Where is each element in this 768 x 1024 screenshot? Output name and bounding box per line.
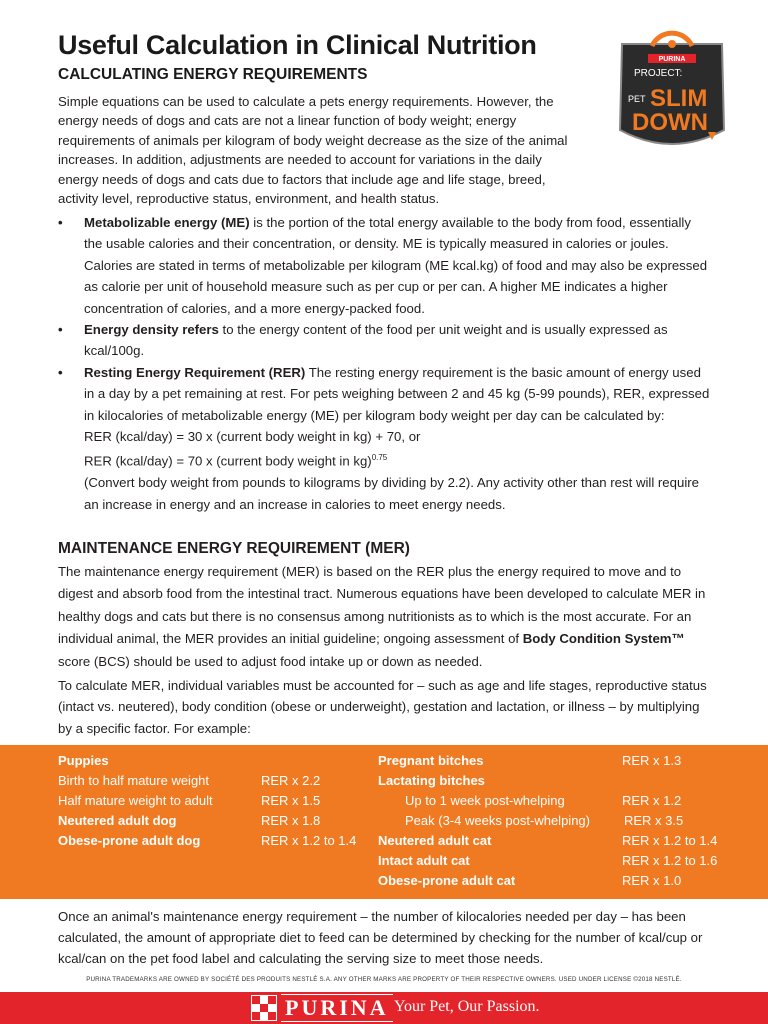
project-pet-slim-down-logo	[612, 30, 732, 158]
table-row-value: RER x 1.8	[261, 813, 321, 828]
svg-text:PET: PET	[628, 94, 646, 104]
table-row-label: Birth to half mature weight	[58, 773, 210, 788]
svg-text:SLIM: SLIM	[650, 85, 708, 112]
table-row-value: RER x 1.2	[622, 793, 682, 808]
bullet-icon: •	[58, 364, 63, 380]
table-row-label: Neutered adult dog	[58, 813, 177, 828]
intro-paragraph: Simple equations can be used to calculate a pets energy requirements. However, the energy needs of dogs and cats are not a linear function of body weight; energy requirements of animals per kilogram of body weight decrease as the size of the animal increases. In addition, adjustments are needed to account for variations in the daily energy needs of dogs and cats due to factors that include age and life stage, breed, activity level, reproductive status, environment, and health status.	[58, 94, 568, 207]
footer-bar	[0, 992, 768, 1024]
checkerboard-icon	[251, 995, 277, 1021]
term-rer: Resting Energy Requirement (RER)	[84, 364, 306, 380]
list-item	[58, 319, 710, 362]
body-condition-system: Body Condition System™	[522, 631, 685, 647]
svg-text:DOWN: DOWN	[632, 109, 708, 136]
rer-formula-linear: RER (kcal/day) = 30 x (current body weight in kg) + 70, or	[84, 429, 421, 445]
table-row-value: RER x 1.5	[261, 793, 321, 808]
rer-formula-exponent: RER (kcal/day) = 70 x (current body weight in kg)	[84, 453, 372, 469]
conversion-note: (Convert body weight from pounds to kilograms by dividing by 2.2). Any activity other than rest will require an increase in energy and an increase in calories to meet energy needs.	[84, 475, 699, 512]
tagline: Your Pet, Our Passion.	[394, 998, 540, 1015]
legal-notice: PURINA TRADEMARKS ARE OWNED BY SOCIÉTÉ DES PRODUITS NESTLÉ S.A. ANY OTHER MARKS ARE PROPERTY OF THEIR RESPECTIVE OWNERS. USED UNDER LICENSE ©2018 NESTLÉ.	[86, 976, 682, 983]
table-row-label: Obese-prone adult cat	[378, 873, 516, 888]
page-title: Useful Calculation in Clinical Nutrition	[58, 30, 537, 60]
section-heading-energy: CALCULATING ENERGY REQUIREMENTS	[58, 66, 368, 83]
list-item	[58, 212, 710, 319]
svg-text:PROJECT:: PROJECT:	[634, 68, 683, 79]
mer-paragraph	[58, 561, 710, 673]
table-row-label: Pregnant bitches	[378, 753, 484, 768]
purina-logo	[251, 994, 393, 1022]
table-row-value: RER x 1.2 to 1.4	[622, 833, 718, 848]
logo-wordmark: PURINA	[281, 994, 393, 1022]
table-row-label: Obese-prone adult dog	[58, 833, 201, 848]
bullet-icon: •	[58, 215, 63, 230]
term-metabolizable-energy: Metabolizable energy (ME)	[84, 215, 250, 230]
table-row-value: RER x 1.3	[622, 753, 682, 768]
table-row-value: RER x 3.5	[624, 813, 684, 828]
definitions-list	[58, 212, 710, 515]
table-row-label: Lactating bitches	[378, 773, 485, 788]
table-row-value: RER x 1.0	[622, 873, 682, 888]
mer-text-b: score (BCS) should be used to adjust food intake up or down as needed.	[58, 653, 483, 669]
table-row-label: Intact adult cat	[378, 853, 470, 868]
definition-text: to the energy content of the food per unit weight and is usually expressed as kcal/100g.	[84, 322, 668, 359]
list-item	[58, 362, 710, 515]
definition-text: The resting energy requirement is the basic amount of energy used in a day by a pet remaining at rest. For pets weighing between 2 and 45 kg (5-99 pounds), RER, expressed in kilocalories of metabolizable energy (ME) per kilogram body weight per day can be calculated by:	[84, 364, 710, 423]
section-heading-mer: MAINTENANCE ENERGY REQUIREMENT (MER)	[58, 540, 410, 557]
table-row-label: Neutered adult cat	[378, 833, 492, 848]
table-row-label: Half mature weight to adult	[58, 793, 213, 808]
table-row-label: Up to 1 week post-whelping	[405, 793, 565, 808]
bullet-icon: •	[58, 322, 63, 338]
definition-text: is the portion of the total energy available to the body from food, essentially the usable calories and their concentration, or density. ME is typically measured in calories or joules. Calories are stated in terms of metabolizable per kilogram (ME kcal.kg) of food and may also be expressed as calorie per unit of household measure such as per cup or per can. A higher ME indicates a higher concentration of calories, and a more energy-packed food.	[84, 215, 708, 316]
table-row-label: Puppies	[58, 753, 109, 768]
mer-factor-table	[0, 745, 768, 899]
closing-paragraph: Once an animal's maintenance energy requirement – the number of kilocalories needed per day – has been calculated, the amount of appropriate diet to feed can be determined by checking for the number of kcal/cup or kcal/can on the pet food label and calculating the serving size to meet those needs.	[58, 909, 703, 966]
table-row-label: Peak (3-4 weeks post-whelping)	[405, 813, 590, 828]
mer-text-a: The maintenance energy requirement (MER) is based on the RER plus the energy required to move and to digest and absorb food from the intestinal tract. Numerous equations have been developed to calculate MER in healthy dogs and cats but there is no consensus among nutritionists as to which is the most accurate. For an individual animal, the MER provides an initial guideline; ongoing assessment of	[58, 564, 706, 647]
table-row-value: RER x 1.2 to 1.4	[261, 833, 357, 848]
term-energy-density: Energy density refers	[84, 322, 219, 338]
table-row-value: RER x 1.2 to 1.6	[622, 853, 718, 868]
table-row-value: RER x 2.2	[261, 773, 321, 788]
svg-text:PURINA: PURINA	[658, 56, 686, 63]
mer-variables-paragraph: To calculate MER, individual variables must be accounted for – such as age and life stages, reproductive status (intact vs. neutered), body condition (obese or underweight), gestation and lactation, or illness – by multiplying by a specific factor. For example:	[58, 678, 707, 736]
exponent: 0.75	[371, 453, 388, 463]
